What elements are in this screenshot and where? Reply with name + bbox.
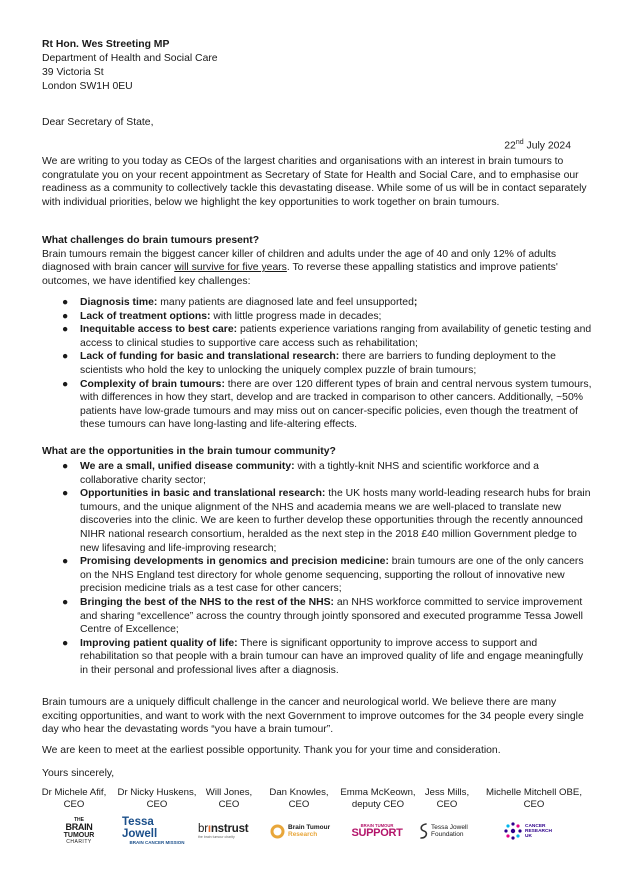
tessa-jowell-foundation-logo: [418, 818, 480, 844]
list-item-text: There is significant opportunity to improve access to support and rehabilitation so that people with a brain tumour can have an improved quality of life and engage meaningfully in their personal and professional lives after a diagnosis.: [80, 637, 584, 676]
tessa-jowell-foundation-swirl-icon: [418, 822, 429, 840]
list-item-text: the UK hosts many world-leading research hubs for brain tumours, and the unique alignment of the NHS and academia means we are well-placed to translate new discoveries into the clinic. We are keen to further develop these opportunities through the recently announced NIHR national research consortium, heralded as the next step in the 2018 £40 million Government pledge to new lifesaving and life-improving research;: [80, 488, 591, 554]
intro-paragraph: [42, 155, 590, 209]
brain-tumour-research-ring-icon: [270, 824, 285, 839]
list-item-title: Lack of funding for basic and translational research:: [80, 351, 340, 363]
bullet-icon: ●: [62, 488, 69, 500]
signatory-role: CEO: [288, 799, 310, 811]
closing-paragraph: [42, 696, 590, 737]
signatory-name: Dr Nicky Huskens,: [117, 787, 197, 798]
signatory-role: deputy CEO: [351, 799, 405, 811]
list-item: [42, 350, 594, 377]
signatory-name: Dr Michele Afif,: [41, 787, 107, 798]
list-item: [42, 555, 594, 596]
cruk-dots-icon: [504, 822, 522, 840]
list-item-text: an NHS workforce committed to service improvement and sharing “excellence” across the country through jointly sponsored and executed programme Tessa Jowell Centre of Excellence;: [80, 596, 583, 636]
challenges-list: [42, 296, 594, 432]
list-item-title: Lack of treatment options:: [80, 310, 211, 322]
btr-logo-line1: Brain Tumour: [288, 824, 331, 831]
list-item-text: brain tumours are one of the only cancers on the NHS England test directory for whole genome sequencing, supporting the rollout of innovative new precision medicine trials as a test case for other cancers;: [80, 556, 584, 595]
section-opportunities-heading: What are the opportunities in the brain tumour community?: [42, 446, 336, 457]
closing-paragraph-2: [42, 744, 590, 758]
signatory-name: Jess Mills,: [424, 787, 470, 798]
braintrust-logo: [198, 818, 262, 844]
tessa-jowell-brain-cancer-mission-logo: [122, 818, 192, 844]
cruk-logo-line3: UK: [525, 833, 532, 839]
brain-tumour-support-logo: [352, 818, 402, 844]
bullet-icon: ●: [62, 297, 69, 308]
btr-logo-line2: Research: [288, 831, 318, 838]
list-item: [42, 378, 594, 432]
list-item-text: patients experience variations ranging from availability of genetic testing and access to clinical studies to supportive care access such as rehabilitation;: [80, 324, 592, 349]
signatory: [116, 787, 198, 811]
tjf-logo-line1: Tessa Jowell: [431, 824, 468, 831]
list-item-text: there are over 120 different types of brain and central nervous system tumours, with differences in how they start, develop and are tracked in comparison to other cancers. Additionally, ~50% patients have low-grade tumours and may miss out on cancer-specific policies, even though the treatment of these tumours can have long-lasting and life-altering effects.: [80, 378, 592, 431]
salutation: Dear Secretary of State,: [42, 117, 154, 128]
brain-dot-icon: ı: [207, 822, 211, 835]
bullet-icon: ●: [62, 351, 69, 363]
signatory: [262, 787, 336, 811]
bullet-icon: ●: [62, 556, 69, 568]
signatory: [34, 787, 114, 811]
signatory-role: CEO: [63, 799, 85, 811]
recipient-address-line2: 39 Victoria St: [42, 67, 104, 78]
btr-logo-text: [288, 824, 330, 838]
list-item-title: Bringing the best of the NHS to the rest of the NHS:: [80, 596, 334, 608]
list-item-title: Improving patient quality of life:: [80, 637, 238, 649]
bullet-icon: ●: [62, 310, 69, 322]
bts-logo-line1: BRAIN TUMOUR: [360, 823, 394, 828]
list-item-title: We are a small, unified disease community:: [80, 461, 295, 472]
cancer-research-uk-logo: [504, 818, 556, 844]
braintrust-logo-part1: br: [198, 822, 208, 835]
list-item: [42, 296, 594, 310]
list-item-title: Inequitable access to best care:: [80, 324, 238, 336]
signatory-role: CEO: [523, 799, 545, 811]
list-item-title: Promising developments in genomics and precision medicine:: [80, 556, 389, 568]
opportunities-list: [42, 460, 594, 678]
list-item: [42, 487, 594, 555]
btc-logo-tumour: TUMOUR: [63, 831, 95, 839]
challenges-text-b: . To reverse these appalling statistics and improve patients' outcomes, we have identified key challenges:: [42, 262, 558, 287]
list-item-text: many patients are diagnosed late and feel unsupported: [157, 297, 414, 308]
recipient-address-line3: London SW1H 0EU: [42, 81, 133, 92]
tjbcm-logo-subtitle: BRAIN CANCER MISSION: [129, 840, 185, 845]
closing-text: Brain tumours are a uniquely difficult challenge in the cancer and neurological world. We believe there are many exciting opportunities, and want to work with the next Government to improve outcomes for the 34 people every single day who hear the devastating words “you have a brain tumour”.: [42, 697, 584, 736]
list-item-text: with a tightly-knit NHS and scientific workforce and a collaborative charity sector;: [80, 461, 539, 486]
signatory: [478, 787, 590, 811]
signatory-name: Will Jones,: [205, 787, 253, 798]
signatory: [420, 787, 474, 811]
recipient-address-line1: Department of Health and Social Care: [42, 53, 218, 64]
btc-logo-charity: CHARITY: [66, 838, 92, 845]
signatory-role: CEO: [218, 799, 240, 811]
challenges-text-underlined: will survive for five years: [174, 262, 287, 274]
btc-logo-the: THE: [74, 816, 84, 823]
bullet-icon: ●: [62, 596, 69, 608]
signatory: [338, 787, 418, 811]
brain-tumour-research-logo: [270, 818, 334, 844]
brain-tumour-charity-logo: [58, 814, 100, 848]
tjf-logo-line2: Foundation: [431, 831, 464, 838]
date-suffix: nd: [515, 139, 524, 146]
challenges-text-a: Brain tumours remain the biggest cancer killer of children and adults under the age of 40 and only 12% of adults diagnosed with brain cancer: [42, 248, 557, 274]
cruk-logo-text: [525, 824, 552, 839]
list-item: [42, 460, 594, 487]
list-item: [42, 596, 594, 637]
list-item-text: there are barriers to funding deployment to the scientists who hold the key to unlocking the uniquely complex puzzle of brain tumours;: [80, 351, 556, 376]
btc-logo-brain: BRAIN: [65, 821, 93, 832]
list-item-text: with little progress made in decades;: [210, 310, 382, 322]
recipient-name: Rt Hon. Wes Streeting MP: [42, 39, 170, 50]
signatory-role: CEO: [146, 799, 168, 811]
bullet-icon: ●: [62, 324, 69, 336]
date-rest: July 2024: [523, 140, 571, 152]
sign-off: Yours sincerely,: [42, 768, 115, 779]
section-challenges-heading: What challenges do brain tumours present?: [42, 235, 260, 246]
signatory: [202, 787, 256, 811]
list-item-title: Opportunities in basic and translational research:: [80, 488, 326, 500]
list-item: [42, 310, 594, 324]
letter-date: [504, 136, 571, 153]
section-opportunities: [42, 445, 590, 459]
cruk-logo-line2: RESEARCH: [525, 828, 552, 834]
cruk-logo-line1: CANCER: [525, 823, 546, 829]
closing-text-2: We are keen to meet at the earliest possible opportunity. Thank you for your time and consideration.: [42, 745, 501, 756]
list-item-tail: ;: [413, 297, 418, 308]
list-item-title: Diagnosis time:: [80, 297, 158, 308]
bullet-icon: ●: [62, 378, 69, 390]
signatory-role: CEO: [436, 799, 458, 811]
braintrust-logo-wordmark: [198, 823, 248, 835]
list-item: [42, 637, 594, 678]
list-item: [42, 323, 594, 350]
bullet-icon: ●: [62, 637, 69, 649]
tjf-logo-text: [431, 824, 468, 838]
bullet-icon: ●: [62, 461, 69, 472]
braintrust-logo-tagline: the brain tumour charity: [198, 834, 235, 839]
signatory-name: Michelle Mitchell OBE,: [486, 787, 582, 798]
section-challenges: [42, 234, 590, 288]
intro-text: We are writing to you today as CEOs of the largest charities and organisations with an interest in brain tumours to congratulate you on your recent appointment as Secretary of State for Health and Social Care, and to emphasise our readiness as a community to collectively tackle this devastating disease. While some of us will be in contact separately with individual priorities, below we highlight the key opportunities to work together on brain tumours.: [42, 156, 587, 208]
signatory-name: Emma McKeown,: [340, 787, 416, 798]
tjbcm-logo-name: Tessa Jowell: [122, 816, 158, 840]
date-day: 22: [504, 140, 516, 152]
list-item-title: Complexity of brain tumours:: [80, 378, 225, 390]
section-challenges-text: [42, 248, 590, 289]
signatory-name: Dan Knowles,: [269, 787, 329, 798]
bts-logo-line2: SUPPORT: [351, 827, 403, 839]
braintrust-logo-part2: nstrust: [210, 822, 249, 835]
